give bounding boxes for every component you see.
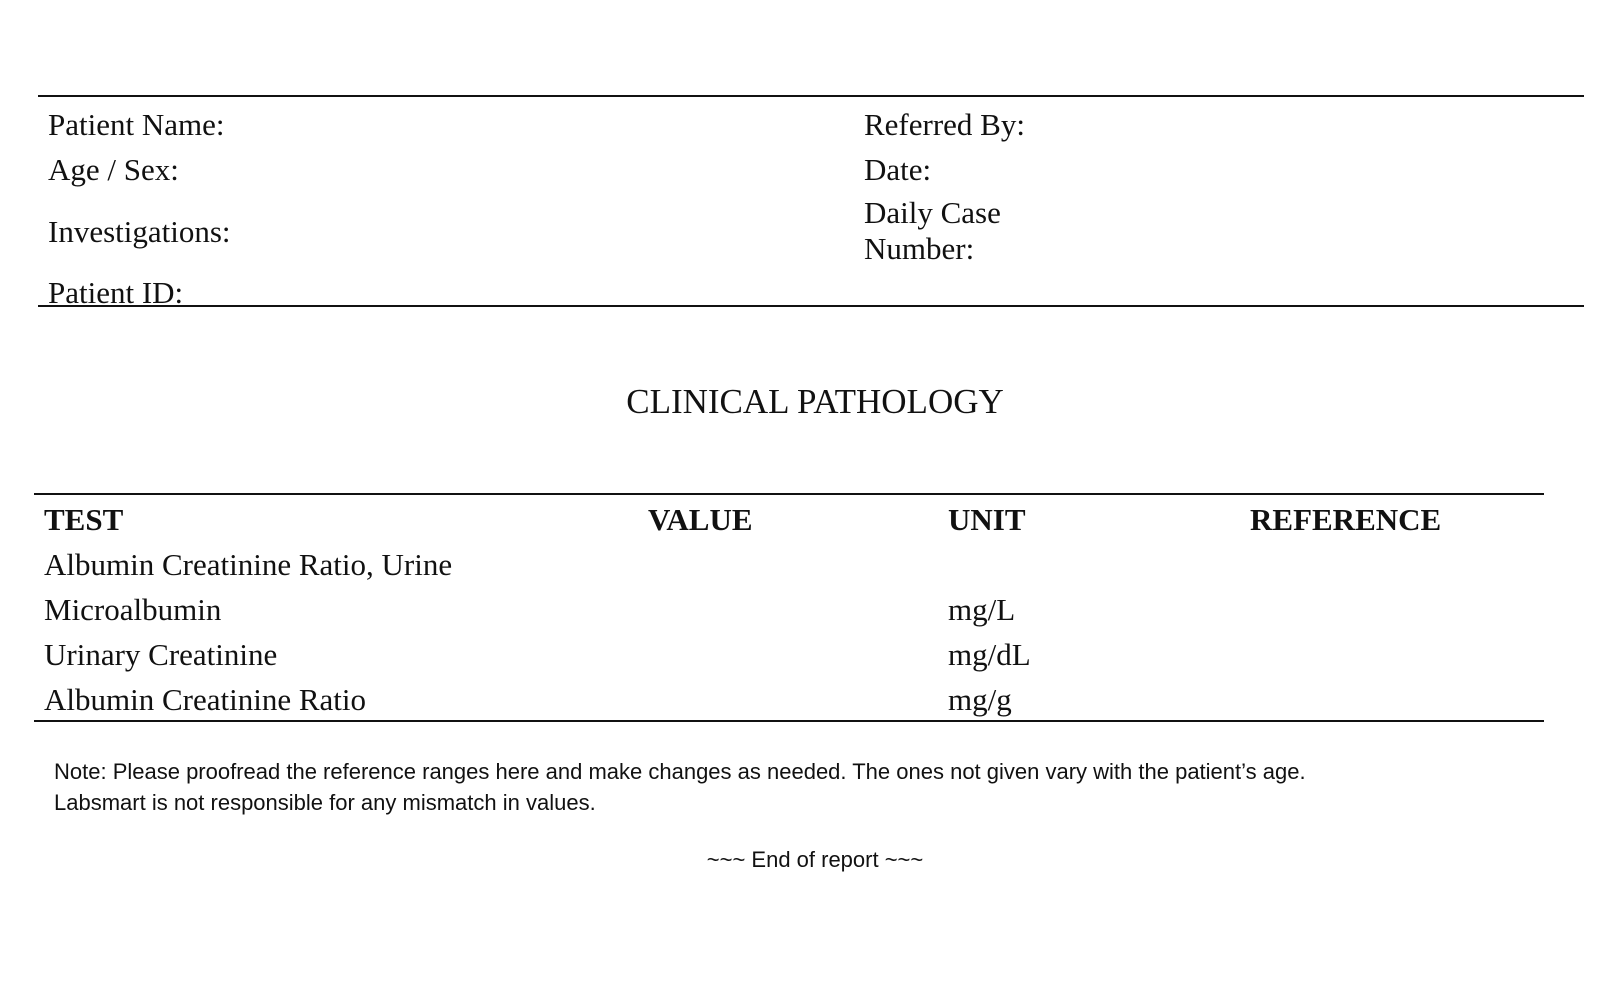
header-value: VALUE — [648, 502, 753, 537]
note-line-1: Note: Please proofread the reference ranges here and make changes as needed. The ones not given vary with the patient’s age. — [54, 759, 1306, 784]
row-2-unit: mg/L — [948, 592, 1016, 627]
header-reference: REFERENCE — [1250, 502, 1442, 537]
referred-by-label: Referred By: — [864, 107, 1025, 142]
row-2-test: Microalbumin — [44, 592, 222, 627]
row-1-test: Albumin Creatinine Ratio, Urine — [44, 547, 453, 582]
investigations-label: Investigations: — [48, 214, 231, 249]
patient-id-label: Patient ID: — [48, 275, 184, 310]
patient-info-block — [38, 95, 1584, 310]
row-3-unit: mg/dL — [948, 637, 1031, 672]
disclaimer-note — [54, 756, 1554, 818]
header-unit: UNIT — [948, 502, 1026, 537]
row-3-test: Urinary Creatinine — [44, 637, 278, 672]
date-label: Date: — [864, 152, 932, 187]
note-line-2: Labsmart is not responsible for any mismatch in values. — [54, 790, 596, 815]
daily-case-number-label: Daily Case Number: — [864, 195, 1001, 266]
age-sex-label: Age / Sex: — [48, 152, 179, 187]
row-4-unit: mg/g — [948, 682, 1012, 717]
results-table — [34, 493, 1544, 722]
header-test: TEST — [44, 502, 124, 537]
row-4-test: Albumin Creatinine Ratio — [44, 682, 367, 717]
end-of-report: ~~~ End of report ~~~ — [706, 847, 924, 872]
section-title: CLINICAL PATHOLOGY — [626, 382, 1004, 421]
patient-name-label: Patient Name: — [48, 107, 225, 142]
